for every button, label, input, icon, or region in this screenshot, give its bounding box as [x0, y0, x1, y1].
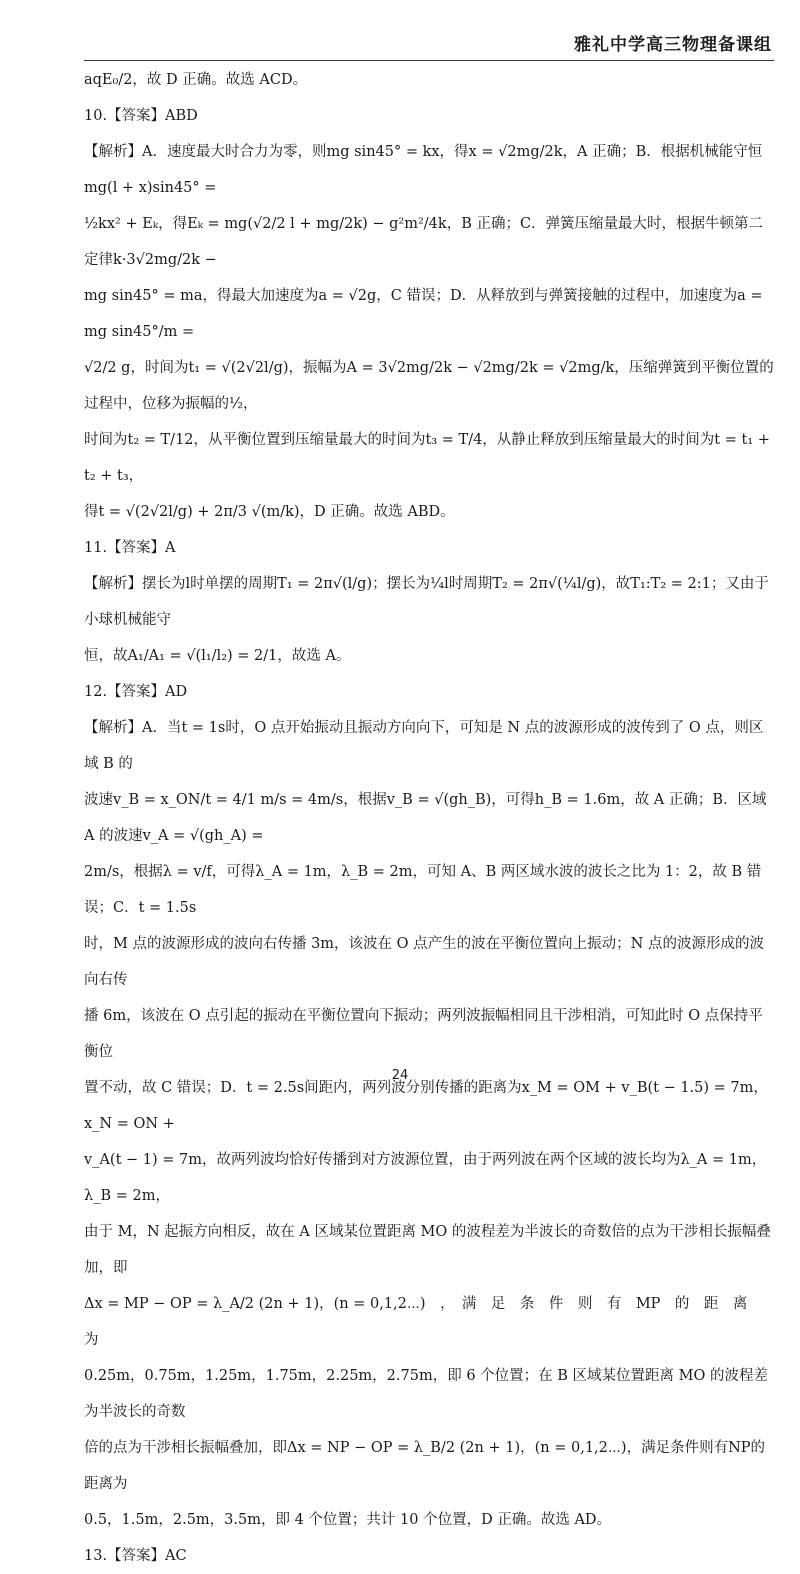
text-line: 置不动，故 C 错误；D．t = 2.5s间距内，两列波分别传播的距离为x_M = OM + v_B(t − 1.5) = 7m，x_N = ON +: [84, 1080, 768, 1132]
text-line: aqE₀/2，故 D 正确。故选 ACD。: [84, 72, 308, 88]
text-line: 得t = √(2√2l/g) + 2π/3 √(m/k)，D 正确。故选 ABD。: [84, 504, 455, 520]
text-line: 0.25m，0.75m，1.25m，1.75m，2.25m，2.75m，即 6 个位置；在 B 区域某位置距离 MO 的波程差为半波长的奇数: [84, 1368, 768, 1420]
page-header: 雅礼中学高三物理备课组: [574, 35, 772, 55]
page-content: [84, 62, 774, 1574]
text-line: 恒，故A₁/A₁ = √(l₁/l₂) = 2/1，故选 A。: [84, 648, 351, 664]
text-line: 播 6m，该波在 O 点引起的振动在平衡位置向下振动；两列波振幅相同且干涉相消，可知此时 O 点保持平衡位: [84, 1008, 763, 1060]
answer-heading-10: 10.【答案】ABD: [84, 108, 198, 124]
text-line: v_A(t − 1) = 7m，故两列波均恰好传播到对方波源位置，由于两列波在两个区域的波长均为λ_A = 1m，λ_B = 2m，: [84, 1152, 767, 1204]
answer-heading-12: 12.【答案】AD: [84, 684, 188, 700]
answer-heading-13: 13.【答案】AC: [84, 1548, 187, 1564]
text-line: 【解析】摆长为l时单摆的周期T₁ = 2π√(l/g)；摆长为¼l时周期T₂ = 2π√(¼l/g)，故T₁:T₂ = 2:1；又由于小球机械能守: [84, 576, 769, 628]
text-line: 时间为t₂ = T/12，从平衡位置到压缩量最大的时间为t₃ = T/4，从静止释放到压缩量最大的时间为t = t₁ + t₂ + t₃，: [84, 432, 770, 484]
answer-heading-11: 11.【答案】A: [84, 540, 176, 556]
page-number: 24: [391, 1068, 409, 1083]
text-line: 倍的点为干涉相长振幅叠加，即Δx = NP − OP = λ_B/2 (2n + 1)，(n = 0,1,2⋯)，满足条件则有NP的距离为: [84, 1440, 766, 1492]
text-line: 【解析】A．速度最大时合力为零，则mg sin45° = kx，得x = √2mg/2k，A 正确；B．根据机械能守恒mg(l + x)sin45° =: [84, 144, 763, 196]
text-line: 0.5，1.5m，2.5m，3.5m，即 4 个位置；共计 10 个位置，D 正确。故选 AD。: [84, 1512, 612, 1528]
text-line: 【解析】A．当t = 1s时，O 点开始振动且振动方向向下，可知是 N 点的波源形成的波传到了 O 点，则区域 B 的: [84, 720, 764, 772]
text-line: √2/2 g，时间为t₁ = √(2√2l/g)，振幅为A = 3√2mg/2k − √2mg/2k = √2mg/k，压缩弹簧到平衡位置的过程中，位移为振幅的½，: [84, 360, 774, 412]
text-line: ½kx² + Eₖ，得Eₖ = mg(√2/2 l + mg/2k) − g²m²/4k，B 正确；C．弹簧压缩量最大时，根据牛顿第二定律k·3√2mg/2k −: [84, 216, 764, 268]
text-line: 由于 M，N 起振方向相反，故在 A 区域某位置距离 MO 的波程差为半波长的奇数倍的点为干涉相长振幅叠加，即: [84, 1224, 771, 1276]
text-line: Δx = MP − OP = λ_A/2 (2n + 1)，(n = 0,1,2⋯) ， 满 足 条 件 则 有 MP 的 距 离 为: [84, 1296, 762, 1348]
header-divider: [84, 60, 774, 61]
text-line: 2m/s，根据λ = v/f，可得λ_A = 1m，λ_B = 2m，可知 A、B 两区域水波的波长之比为 1：2，故 B 错误；C．t = 1.5s: [84, 864, 762, 916]
text-line: 波速v_B = x_ON/t = 4/1 m/s = 4m/s，根据v_B = √(gh_B)，可得h_B = 1.6m，故 A 正确；B．区域 A 的波速v_A = √(gh_A) =: [84, 792, 767, 844]
text-line: mg sin45° = ma，得最大加速度为a = √2g，C 错误；D．从释放到与弹簧接触的过程中，加速度为a = mg sin45°/m =: [84, 288, 763, 340]
text-line: 时，M 点的波源形成的波向右传播 3m，该波在 O 点产生的波在平衡位置向上振动；N 点的波源形成的波向右传: [84, 936, 764, 988]
